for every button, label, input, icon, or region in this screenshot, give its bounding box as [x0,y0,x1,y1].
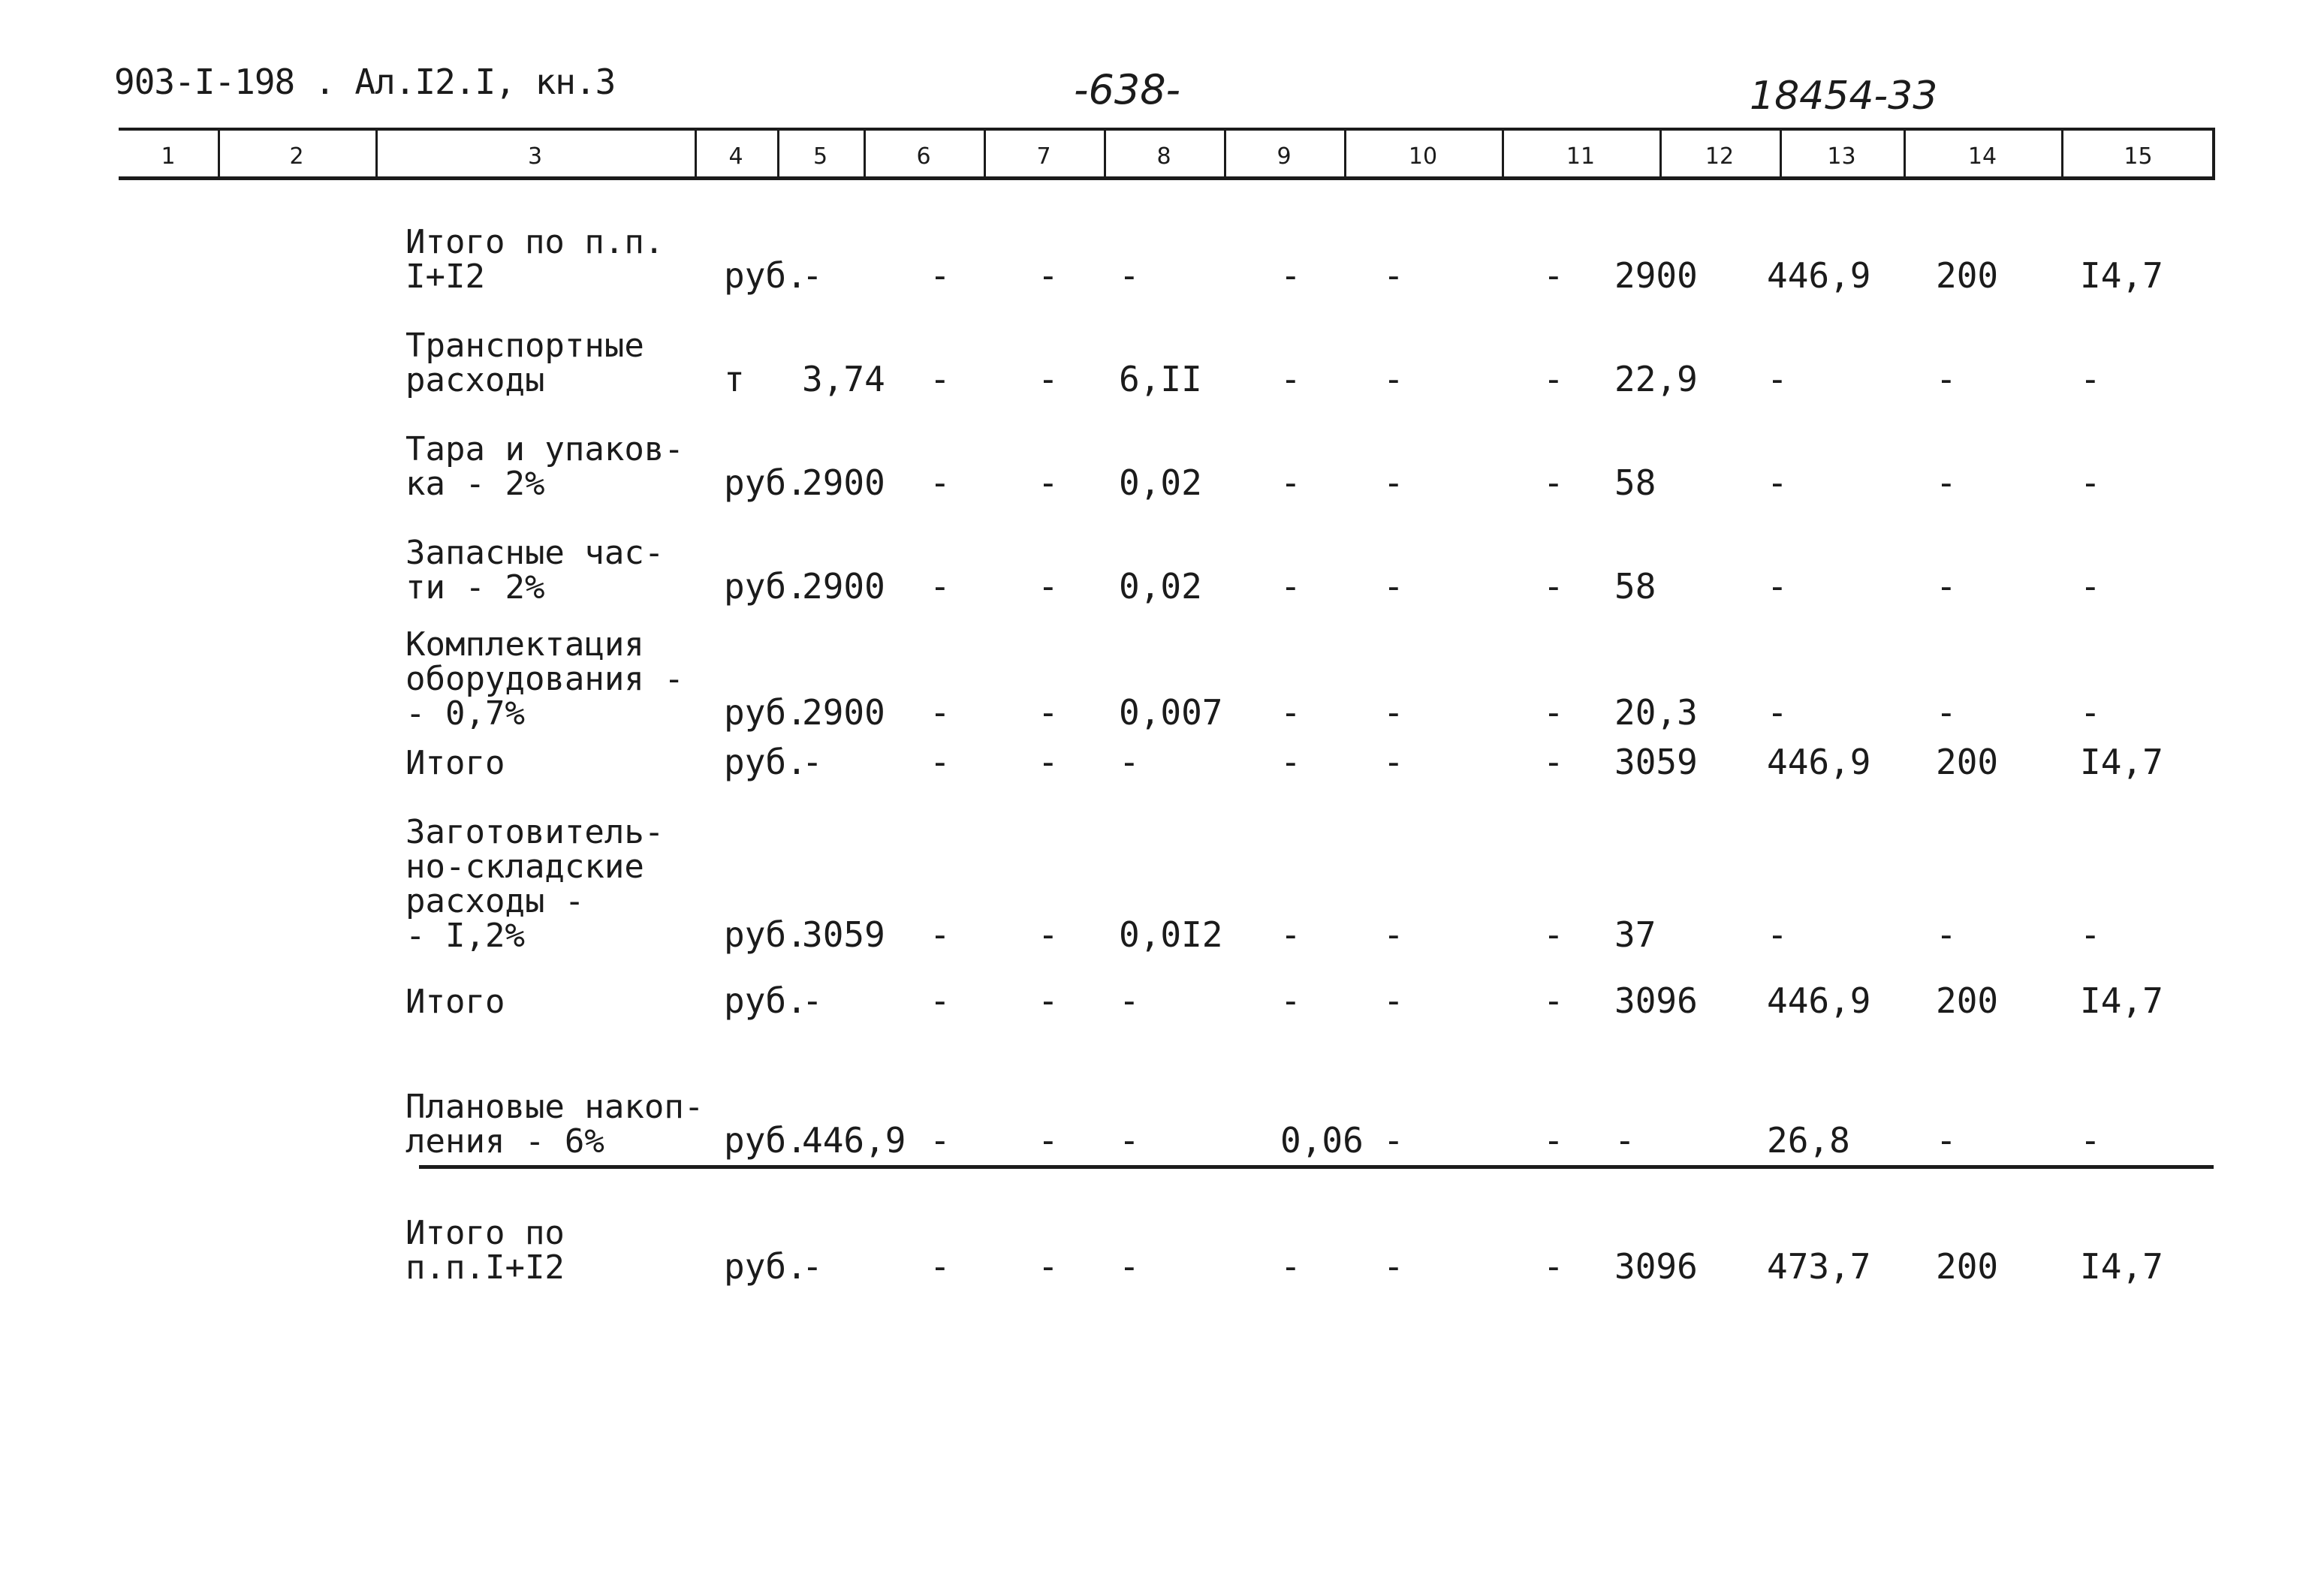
row-value-c5: 2900 [802,692,885,733]
row-unit: руб. [724,742,807,782]
row-value-c10: - [1383,462,1404,503]
row-description: Запасные час- ти - 2% [405,534,665,607]
row-value-c6: - [930,255,951,296]
row-value-c5: 2900 [802,566,885,607]
row-value-c10: - [1383,914,1404,955]
row-value-c7: - [1038,980,1059,1021]
row-value-c5: 3,74 [802,359,885,399]
row-value-c5: 446,9 [802,1120,906,1161]
row-value-c15: - [2080,692,2101,733]
row-value-c13: 446,9 [1767,255,1871,296]
total-separator-line [419,1165,2214,1169]
row-description: Транспортные расходы [405,327,644,399]
column-number: 2 [289,143,304,170]
column-number: 15 [2124,143,2153,170]
column-divider [1780,129,1782,180]
column-divider [1502,129,1504,180]
row-value-c7: - [1038,914,1059,955]
row-value-c9: - [1280,255,1301,296]
row-value-c7: - [1038,1246,1059,1287]
row-value-c9: - [1280,742,1301,782]
row-value-c11: - [1543,359,1564,399]
row-value-c8: - [1119,980,1140,1021]
column-divider [1659,129,1662,180]
column-number: 5 [812,143,828,170]
row-value-c11: - [1543,255,1564,296]
row-value-c7: - [1038,566,1059,607]
row-value-c15: I4,7 [2080,742,2163,782]
row-value-c5: - [802,255,823,296]
column-number: 6 [916,143,931,170]
row-value-c6: - [930,359,951,399]
row-value-c7: - [1038,742,1059,782]
row-value-c9: - [1280,462,1301,503]
row-description: Плановые накоп- ления - 6% [405,1088,704,1161]
row-value-c8: - [1119,1246,1140,1287]
column-number: 3 [527,143,543,170]
column-number: 9 [1277,143,1292,170]
row-value-c14: 200 [1936,980,1999,1021]
row-value-c12: 3096 [1614,980,1698,1021]
column-divider [2061,129,2063,180]
row-value-c7: - [1038,255,1059,296]
column-divider [695,129,697,180]
column-number: 12 [1705,143,1735,170]
row-value-c9: - [1280,359,1301,399]
column-divider [984,129,986,180]
row-value-c7: - [1038,359,1059,399]
row-value-c12: - [1614,1120,1635,1161]
row-value-c11: - [1543,566,1564,607]
row-value-c8: - [1119,1120,1140,1161]
row-value-c8: - [1119,742,1140,782]
row-value-c6: - [930,914,951,955]
row-unit: руб. [724,980,807,1021]
row-value-c11: - [1543,1246,1564,1287]
row-value-c11: - [1543,1120,1564,1161]
row-value-c8: 0,02 [1119,462,1202,503]
row-value-c10: - [1383,359,1404,399]
row-value-c12: 3096 [1614,1246,1698,1287]
row-value-c11: - [1543,742,1564,782]
row-value-c12: 22,9 [1614,359,1698,399]
row-value-c9: - [1280,1246,1301,1287]
column-number: 11 [1566,143,1596,170]
column-divider [1344,129,1346,180]
row-unit: руб. [724,566,807,607]
column-number: 7 [1036,143,1051,170]
column-divider [375,129,378,180]
row-description: Заготовитель- но-складские расходы - - I,2% [405,813,665,955]
column-divider [1224,129,1226,180]
row-value-c13: - [1767,566,1788,607]
row-value-c10: - [1383,692,1404,733]
row-unit: т [724,359,745,399]
column-number: 13 [1827,143,1856,170]
row-value-c9: - [1280,692,1301,733]
row-description: Итого по п.п.I+I2 [405,1214,565,1287]
row-value-c14: 200 [1936,255,1999,296]
row-value-c10: - [1383,1246,1404,1287]
row-value-c10: - [1383,980,1404,1021]
row-value-c5: 2900 [802,462,885,503]
row-description: Итого по п.п. I+I2 [405,223,665,296]
row-value-c15: - [2080,462,2101,503]
row-value-c13: - [1767,692,1788,733]
row-value-c14: - [1936,566,1957,607]
row-value-c9: 0,06 [1280,1120,1364,1161]
row-value-c8: 0,02 [1119,566,1202,607]
row-unit: руб. [724,462,807,503]
row-value-c7: - [1038,462,1059,503]
row-value-c12: 58 [1614,566,1656,607]
row-value-c15: I4,7 [2080,1246,2163,1287]
row-value-c8: 6,II [1119,359,1202,399]
row-value-c14: - [1936,462,1957,503]
row-value-c9: - [1280,566,1301,607]
column-divider [218,129,220,180]
column-divider [777,129,779,180]
row-value-c15: I4,7 [2080,255,2163,296]
row-value-c13: - [1767,359,1788,399]
row-unit: руб. [724,692,807,733]
sheet-number: 18454-33 [1750,74,1938,119]
row-value-c6: - [930,1120,951,1161]
row-value-c12: 3059 [1614,742,1698,782]
row-value-c13: 473,7 [1767,1246,1871,1287]
row-unit: руб. [724,255,807,296]
row-value-c15: - [2080,914,2101,955]
row-value-c7: - [1038,692,1059,733]
column-number: 8 [1156,143,1171,170]
document-code: 903-I-198 . Ал.I2.I, кн.3 [114,62,616,102]
row-value-c14: 200 [1936,742,1999,782]
column-number: 10 [1408,143,1438,170]
column-number: 4 [728,143,743,170]
row-value-c15: I4,7 [2080,980,2163,1021]
row-value-c13: - [1767,914,1788,955]
row-description: Комплектация оборудования - - 0,7% [405,625,684,733]
row-value-c8: 0,0I2 [1119,914,1223,955]
row-value-c5: - [802,980,823,1021]
row-value-c11: - [1543,980,1564,1021]
column-number: 14 [1967,143,1997,170]
row-value-c10: - [1383,255,1404,296]
row-value-c14: - [1936,914,1957,955]
row-value-c12: 20,3 [1614,692,1698,733]
row-value-c14: - [1936,1120,1957,1161]
row-value-c6: - [930,1246,951,1287]
row-value-c12: 2900 [1614,255,1698,296]
row-value-c6: - [930,566,951,607]
row-value-c12: 37 [1614,914,1656,955]
row-unit: руб. [724,1120,807,1161]
row-value-c6: - [930,692,951,733]
row-value-c10: - [1383,566,1404,607]
column-number: 1 [161,143,176,170]
row-value-c15: - [2080,1120,2101,1161]
row-value-c6: - [930,462,951,503]
row-value-c6: - [930,742,951,782]
row-description: Итого [405,983,505,1021]
row-value-c5: - [802,1246,823,1287]
row-description: Тара и упаков- ка - 2% [405,430,684,503]
row-unit: руб. [724,914,807,955]
row-value-c6: - [930,980,951,1021]
row-value-c5: - [802,742,823,782]
row-value-c8: - [1119,255,1140,296]
row-value-c13: - [1767,462,1788,503]
page-number: -638- [1074,66,1181,113]
row-value-c15: - [2080,359,2101,399]
row-value-c13: 446,9 [1767,980,1871,1021]
row-description: Итого [405,744,505,782]
row-value-c8: 0,007 [1119,692,1223,733]
row-value-c9: - [1280,914,1301,955]
row-value-c11: - [1543,914,1564,955]
column-divider [1904,129,1906,180]
row-value-c5: 3059 [802,914,885,955]
row-value-c11: - [1543,692,1564,733]
row-value-c11: - [1543,462,1564,503]
row-value-c14: - [1936,692,1957,733]
row-value-c9: - [1280,980,1301,1021]
row-unit: руб. [724,1246,807,1287]
row-value-c7: - [1038,1120,1059,1161]
column-divider [864,129,866,180]
row-value-c10: - [1383,742,1404,782]
row-value-c12: 58 [1614,462,1656,503]
row-value-c14: - [1936,359,1957,399]
row-value-c13: 446,9 [1767,742,1871,782]
row-value-c10: - [1383,1120,1404,1161]
row-value-c14: 200 [1936,1246,1999,1287]
column-divider [1104,129,1106,180]
row-value-c13: 26,8 [1767,1120,1850,1161]
row-value-c15: - [2080,566,2101,607]
